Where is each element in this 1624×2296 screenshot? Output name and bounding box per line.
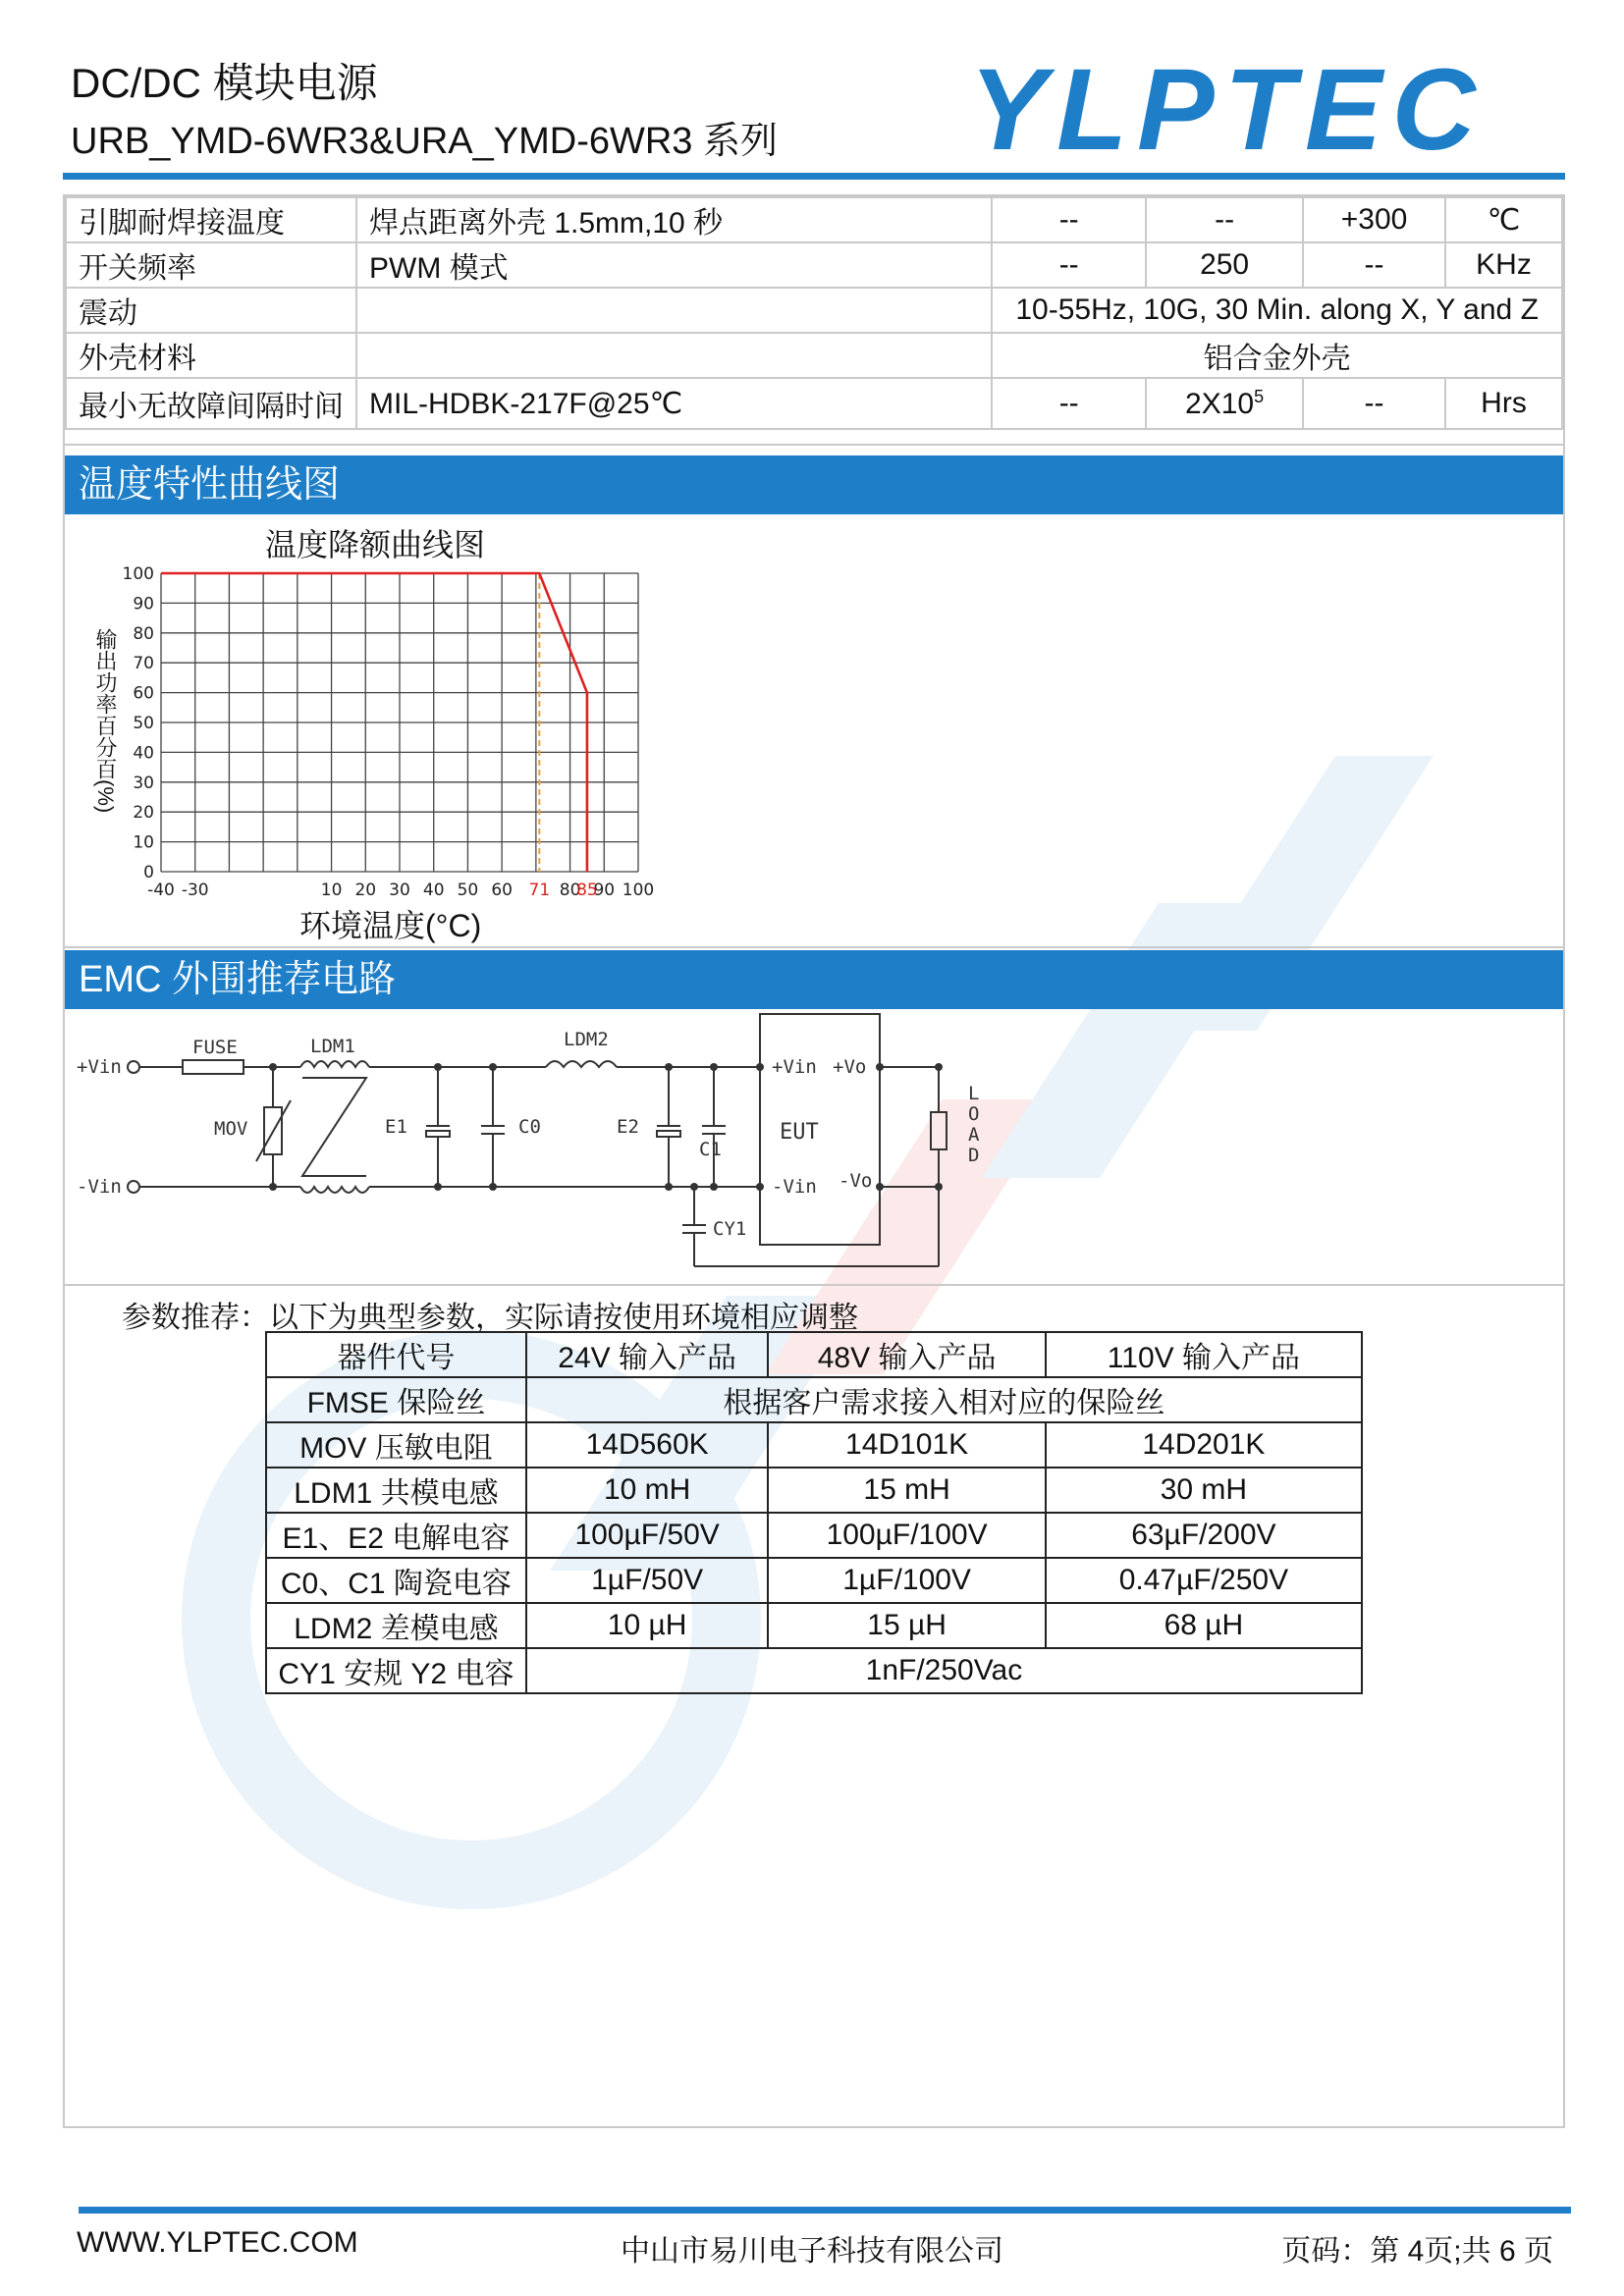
chart-x-axis-label: 环境温度(°C) [299,908,482,943]
y-tick-label: 90 [133,594,154,614]
spec-name: 引脚耐焊接温度 [66,197,356,242]
y-tick-label: 70 [133,654,154,674]
label-e2: E2 [617,1116,639,1138]
merged-value: 1nF/250Vac [526,1648,1362,1693]
column-header: 器件代号 [266,1332,526,1377]
spec-condition: 焊点距离外壳 1.5mm,10 秒 [356,197,992,242]
label-cy1: CY1 [713,1218,747,1240]
x-tick-label: -40 [147,881,175,900]
component-name: LDM1 共模电感 [266,1468,526,1513]
component-name: LDM2 差模电感 [266,1603,526,1648]
y-tick-label: 100 [122,564,154,584]
table-row [266,1377,1362,1422]
column-header: 110V 输入产品 [1046,1332,1362,1377]
label-eut-vin-minus: -Vin [772,1176,817,1198]
x-tick-label: -30 [181,881,209,900]
table-row [266,1558,1362,1603]
mtbf-base: 2X10 [1185,387,1255,420]
spec-unit: ℃ [1445,197,1562,242]
table-row [266,1648,1362,1693]
spec-condition: MIL-HDBK-217F@25℃ [356,378,992,429]
label-vin-minus: -Vin [77,1176,122,1198]
emc-circuit-diagram [65,1009,1007,1274]
label-eut-vo-plus: +Vo [833,1056,867,1078]
spec-condition [356,288,992,333]
value-110v: 0.47µF/250V [1046,1558,1362,1603]
x-tick-label: 100 [622,881,655,900]
label-c0: C0 [518,1116,541,1138]
y-tick-label: 80 [133,623,154,644]
table-row [266,1468,1362,1513]
chart-y-axis-label: 输出功率百分百(%) [93,628,118,814]
label-eut-vin-plus: +Vin [772,1056,817,1078]
divider [65,1284,1563,1286]
table-row [66,197,1562,242]
y-tick-label: 20 [133,803,154,824]
component-name: C0、C1 陶瓷电容 [266,1558,526,1603]
spec-unit: Hrs [1445,378,1562,429]
label-load: L O A D [968,1083,980,1166]
value-48v: 14D101K [768,1422,1045,1468]
spec-name: 开关频率 [66,242,356,288]
label-c1: C1 [699,1139,722,1160]
section-title-emc: EMC 外围推荐电路 [65,950,1563,1009]
spec-name: 最小无故障间隔时间 [66,378,356,429]
spec-min: -- [992,242,1146,288]
mtbf-exponent: 5 [1254,386,1265,406]
value-48v: 15 mH [768,1468,1045,1513]
value-48v: 1µF/100V [768,1558,1045,1603]
spec-condition [356,333,992,378]
table-row [66,242,1562,288]
label-mov: MOV [214,1118,248,1140]
y-tick-label: 30 [133,773,154,793]
value-24v: 14D560K [526,1422,769,1468]
document-title: DC/DC 模块电源 [71,60,378,106]
value-110v: 68 µH [1046,1603,1362,1648]
value-110v: 63µF/200V [1046,1513,1362,1558]
footer-rule [79,2207,1571,2214]
spec-typ: 250 [1146,242,1303,288]
value-24v: 1µF/50V [526,1558,769,1603]
table-row [66,333,1562,378]
derating-chart [118,560,668,903]
value-24v: 10 µH [526,1603,769,1648]
footer-page-number: 页码：第 4页;共 6 页 [1281,2235,1553,2268]
value-48v: 100µF/100V [768,1513,1045,1558]
table-row [266,1513,1362,1558]
spec-table [65,196,1563,430]
divider [65,946,1563,948]
column-header: 24V 输入产品 [526,1332,769,1377]
y-tick-label: 50 [133,714,154,733]
parameter-note: 参数推荐：以下为典型参数，实际请按使用环境相应调整 [122,1302,858,1334]
label-fuse: FUSE [192,1037,238,1058]
spec-max: -- [1303,378,1445,429]
x-tick-label: 80 [559,881,581,900]
parameter-table [265,1331,1363,1694]
x-tick-label: 90 [593,881,616,900]
component-name: E1、E2 电解电容 [266,1513,526,1558]
value-48v: 15 µH [768,1603,1045,1648]
y-tick-label: 40 [133,743,154,764]
component-name: MOV 压敏电阻 [266,1422,526,1468]
series-title: URB_YMD-6WR3&URA_YMD-6WR3 系列 [71,121,778,162]
table-row [66,288,1562,333]
spec-name: 震动 [66,288,356,333]
y-tick-label: 60 [133,683,154,704]
table-row [266,1422,1362,1468]
component-name: CY1 安规 Y2 电容 [266,1648,526,1693]
spec-max: -- [1303,242,1445,288]
spec-typ [1146,378,1303,429]
value-24v: 100µF/50V [526,1513,769,1558]
spec-merged-value: 铝合金外壳 [992,333,1562,378]
x-tick-label: 50 [457,881,479,900]
spec-name: 外壳材料 [66,333,356,378]
column-header: 48V 输入产品 [768,1332,1045,1377]
x-tick-label: 20 [354,881,377,900]
header-rule [63,173,1565,180]
spec-condition: PWM 模式 [356,242,992,288]
value-110v: 14D201K [1046,1422,1362,1468]
label-ldm2: LDM2 [564,1029,609,1050]
spec-min: -- [992,197,1146,242]
ylptec-logo [884,61,1571,159]
table-row [66,378,1562,429]
spec-merged-value: 10-55Hz, 10G, 30 Min. along X, Y and Z [992,288,1562,333]
x-tick-label: 60 [491,881,513,900]
value-24v: 10 mH [526,1468,769,1513]
spec-min: -- [992,378,1146,429]
section-title-temperature: 温度特性曲线图 [65,455,1563,514]
value-110v: 30 mH [1046,1468,1362,1513]
spec-max: +300 [1303,197,1445,242]
label-eut: EUT [780,1120,819,1145]
table-header-row [266,1332,1362,1377]
x-tick-label: 10 [320,881,343,900]
x-tick-label: 71 [528,881,551,900]
logo-text: YLPTEC [969,61,1486,159]
footer-company: 中山市易川电子科技有限公司 [621,2235,1003,2268]
spec-typ: -- [1146,197,1303,242]
spec-unit: KHz [1445,242,1562,288]
y-tick-label: 10 [133,832,154,853]
footer-website[interactable]: WWW.YLPTEC.COM [77,2226,358,2259]
x-tick-label: 30 [389,881,410,900]
divider [65,444,1563,446]
y-tick-label: 0 [143,863,154,882]
label-eut-vo-minus: -Vo [839,1170,873,1192]
x-tick-label: 40 [422,881,445,900]
component-name: FMSE 保险丝 [266,1377,526,1422]
chart-title: 温度降额曲线图 [265,527,486,562]
label-ldm1: LDM1 [310,1036,355,1057]
x-tick-label: 85 [576,881,598,900]
label-e1: E1 [385,1116,407,1138]
label-vin-plus: +Vin [77,1056,122,1078]
table-row [266,1603,1362,1648]
merged-value: 根据客户需求接入相对应的保险丝 [526,1377,1362,1422]
